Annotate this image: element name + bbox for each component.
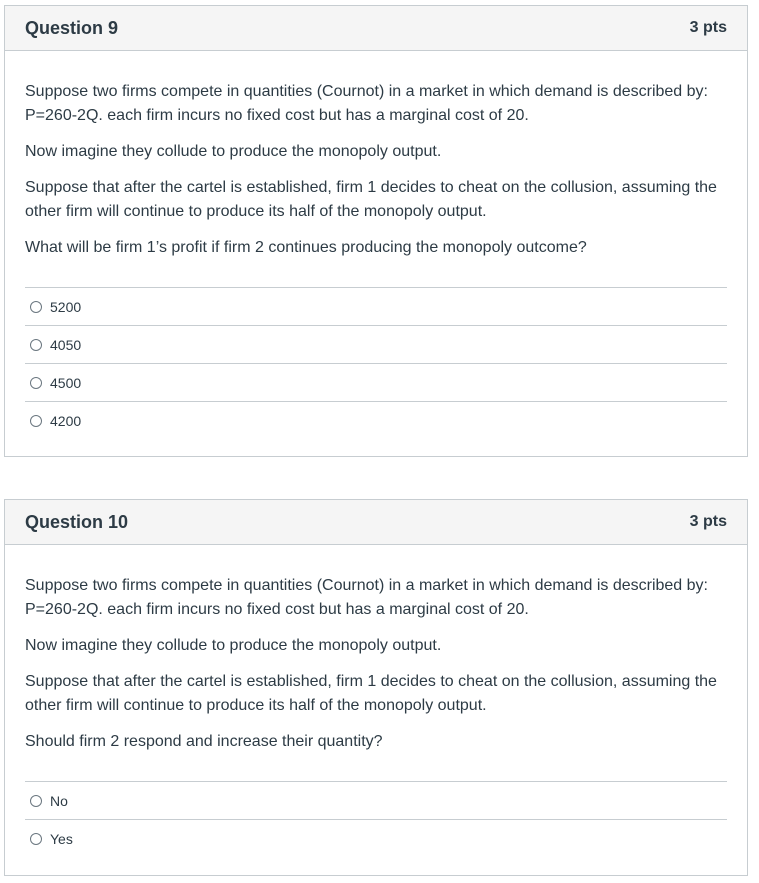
question-paragraph: Suppose two firms compete in quantities (Cournot) in a market in which demand is described by: P=260-2Q. each firm incurs no fixed cost but has a marginal cost of 20. — [25, 83, 708, 124]
answer-option[interactable] — [25, 287, 727, 325]
question-10-card — [4, 499, 748, 876]
answer-label[interactable]: No — [50, 792, 68, 809]
radio-button[interactable] — [30, 377, 42, 389]
answer-list — [25, 287, 727, 439]
question-9-card — [4, 5, 748, 457]
radio-button[interactable] — [30, 301, 42, 313]
answer-label[interactable]: 4200 — [50, 412, 82, 429]
question-paragraph: Suppose that after the cartel is established, firm 1 decides to cheat on the collusion, assuming the other firm will continue to produce its half of the monopoly output. — [25, 179, 717, 220]
question-paragraph: Should firm 2 respond and increase their quantity? — [25, 733, 383, 750]
radio-button[interactable] — [30, 795, 42, 807]
question-points: 3 pts — [689, 19, 727, 36]
answer-option[interactable] — [25, 781, 727, 819]
answer-option[interactable] — [25, 401, 727, 439]
answer-label[interactable]: 4050 — [50, 336, 82, 353]
question-points: 3 pts — [689, 513, 727, 530]
answer-label[interactable]: Yes — [50, 830, 73, 847]
radio-button[interactable] — [30, 415, 42, 427]
question-paragraph: Suppose two firms compete in quantities (Cournot) in a market in which demand is described by: P=260-2Q. each firm incurs no fixed cost but has a marginal cost of 20. — [25, 577, 708, 618]
question-text — [5, 545, 747, 754]
radio-button[interactable] — [30, 833, 42, 845]
question-paragraph: Now imagine they collude to produce the monopoly output. — [25, 637, 442, 654]
question-paragraph: Suppose that after the cartel is established, firm 1 decides to cheat on the collusion, assuming the other firm will continue to produce its half of the monopoly output. — [25, 673, 717, 714]
answer-list — [25, 781, 727, 857]
question-paragraph: Now imagine they collude to produce the monopoly output. — [25, 143, 442, 160]
answer-option[interactable] — [25, 819, 727, 857]
answer-option[interactable] — [25, 363, 727, 401]
question-text — [5, 51, 747, 260]
question-header — [5, 500, 747, 545]
question-title: Question 9 — [25, 17, 119, 38]
question-title: Question 10 — [25, 511, 129, 532]
question-header — [5, 6, 747, 51]
answer-label[interactable]: 5200 — [50, 298, 82, 315]
radio-button[interactable] — [30, 339, 42, 351]
answer-option[interactable] — [25, 325, 727, 363]
answer-label[interactable]: 4500 — [50, 374, 82, 391]
question-paragraph: What will be firm 1’s profit if firm 2 continues producing the monopoly outcome? — [25, 239, 587, 256]
